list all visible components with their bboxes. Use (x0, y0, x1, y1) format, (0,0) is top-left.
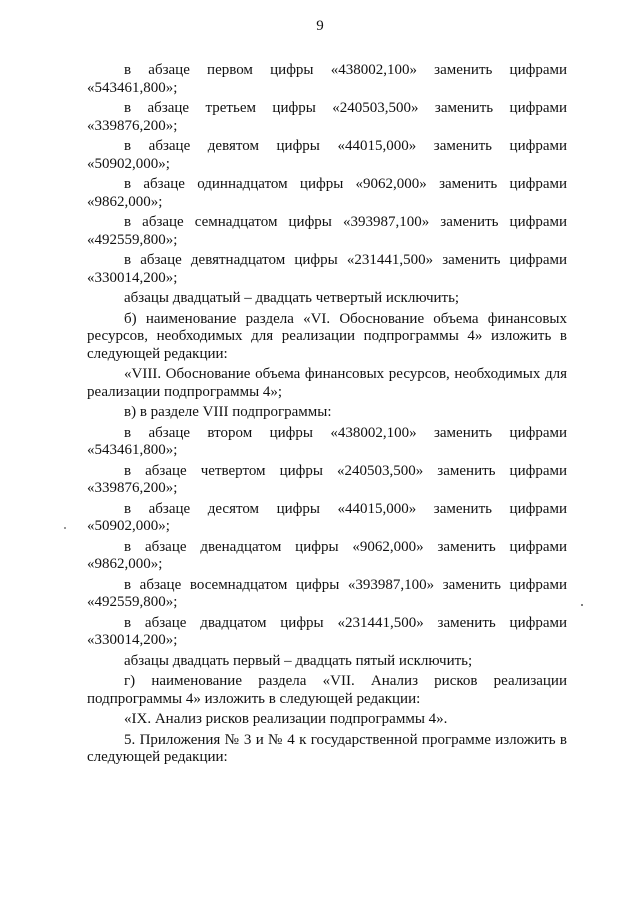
paragraph-text: в абзаце девятом цифры «44015,000» заменить цифрами (124, 138, 567, 154)
amendment-paragraph (87, 539, 567, 574)
page-number: 9 (316, 18, 324, 34)
amendment-paragraph (87, 425, 567, 460)
amendment-paragraph (87, 138, 567, 173)
paragraph-continuation: «543461,800»; (87, 442, 178, 458)
amendment-paragraph (87, 501, 567, 536)
amendment-paragraph (87, 577, 567, 612)
amendment-paragraph: в) в разделе VIII подпрограммы: (124, 404, 332, 420)
paragraph-continuation: «50902,000»; (87, 518, 170, 534)
amendment-paragraph (87, 615, 567, 650)
paragraph-continuation: «9862,000»; (87, 556, 163, 572)
paragraph-text: в абзаце десятом цифры «44015,000» заменить цифрами (124, 500, 567, 517)
paragraph-text: в абзаце одиннадцатом цифры «9062,000» заменить цифрами (124, 176, 567, 192)
amendment-paragraph: 5. Приложения № 3 и № 4 к государственной программе изложить в следующей редакции: (87, 731, 567, 765)
amendment-paragraph: «IX. Анализ рисков реализации подпрограммы 4». (124, 711, 448, 727)
amendment-paragraph: г) наименование раздела «VII. Анализ рисков реализации подпрограммы 4» изложить в следующей редакции: (87, 673, 567, 707)
amendment-paragraph (87, 62, 567, 97)
scan-speck (64, 527, 66, 529)
amendment-paragraph: абзацы двадцать первый – двадцать пятый исключить; (124, 652, 473, 669)
amendment-paragraph (87, 463, 567, 498)
paragraph-text: в абзаце девятнадцатом цифры «231441,500» заменить цифрами (124, 252, 567, 268)
paragraph-continuation: «9862,000»; (87, 193, 163, 210)
paragraph-continuation: «492559,800»; (87, 594, 178, 610)
amendment-paragraph (87, 100, 567, 135)
scan-speck (581, 604, 583, 606)
paragraph-text: в абзаце четвертом цифры «240503,500» заменить цифрами (124, 462, 567, 479)
paragraph-continuation: «330014,200»; (87, 632, 178, 648)
paragraph-text: в абзаце втором цифры «438002,100» заменить цифрами (124, 424, 567, 441)
paragraph-continuation: «543461,800»; (87, 79, 178, 96)
paragraph-text: в абзаце двенадцатом цифры «9062,000» заменить цифрами (124, 538, 567, 555)
amendment-paragraph (87, 214, 567, 249)
paragraph-continuation: «330014,200»; (87, 269, 178, 286)
document-body (87, 62, 567, 770)
paragraph-continuation: «50902,000»; (87, 155, 170, 172)
paragraph-continuation: «492559,800»; (87, 231, 178, 248)
paragraph-text: в абзаце семнадцатом цифры «393987,100» заменить цифрами (124, 214, 567, 230)
amendment-paragraph (87, 252, 567, 287)
paragraph-text: в абзаце третьем цифры «240503,500» заменить цифрами (124, 100, 567, 116)
amendment-paragraph: б) наименование раздела «VI. Обоснование объема финансовых ресурсов, необходимых для реализации подпрограммы 4» изложить в следующей редакции: (87, 310, 567, 362)
amendment-paragraph (87, 176, 567, 211)
amendment-paragraph: «VIII. Обоснование объема финансовых ресурсов, необходимых для реализации подпрограммы 4»; (87, 366, 567, 400)
paragraph-continuation: «339876,200»; (87, 480, 178, 496)
paragraph-text: в абзаце восемнадцатом цифры «393987,100» заменить цифрами (124, 576, 567, 593)
amendment-paragraph: абзацы двадцатый – двадцать четвертый исключить; (124, 290, 460, 306)
paragraph-text: в абзаце двадцатом цифры «231441,500» заменить цифрами (124, 614, 567, 631)
paragraph-continuation: «339876,200»; (87, 117, 178, 134)
paragraph-text: в абзаце первом цифры «438002,100» заменить цифрами (124, 62, 567, 78)
